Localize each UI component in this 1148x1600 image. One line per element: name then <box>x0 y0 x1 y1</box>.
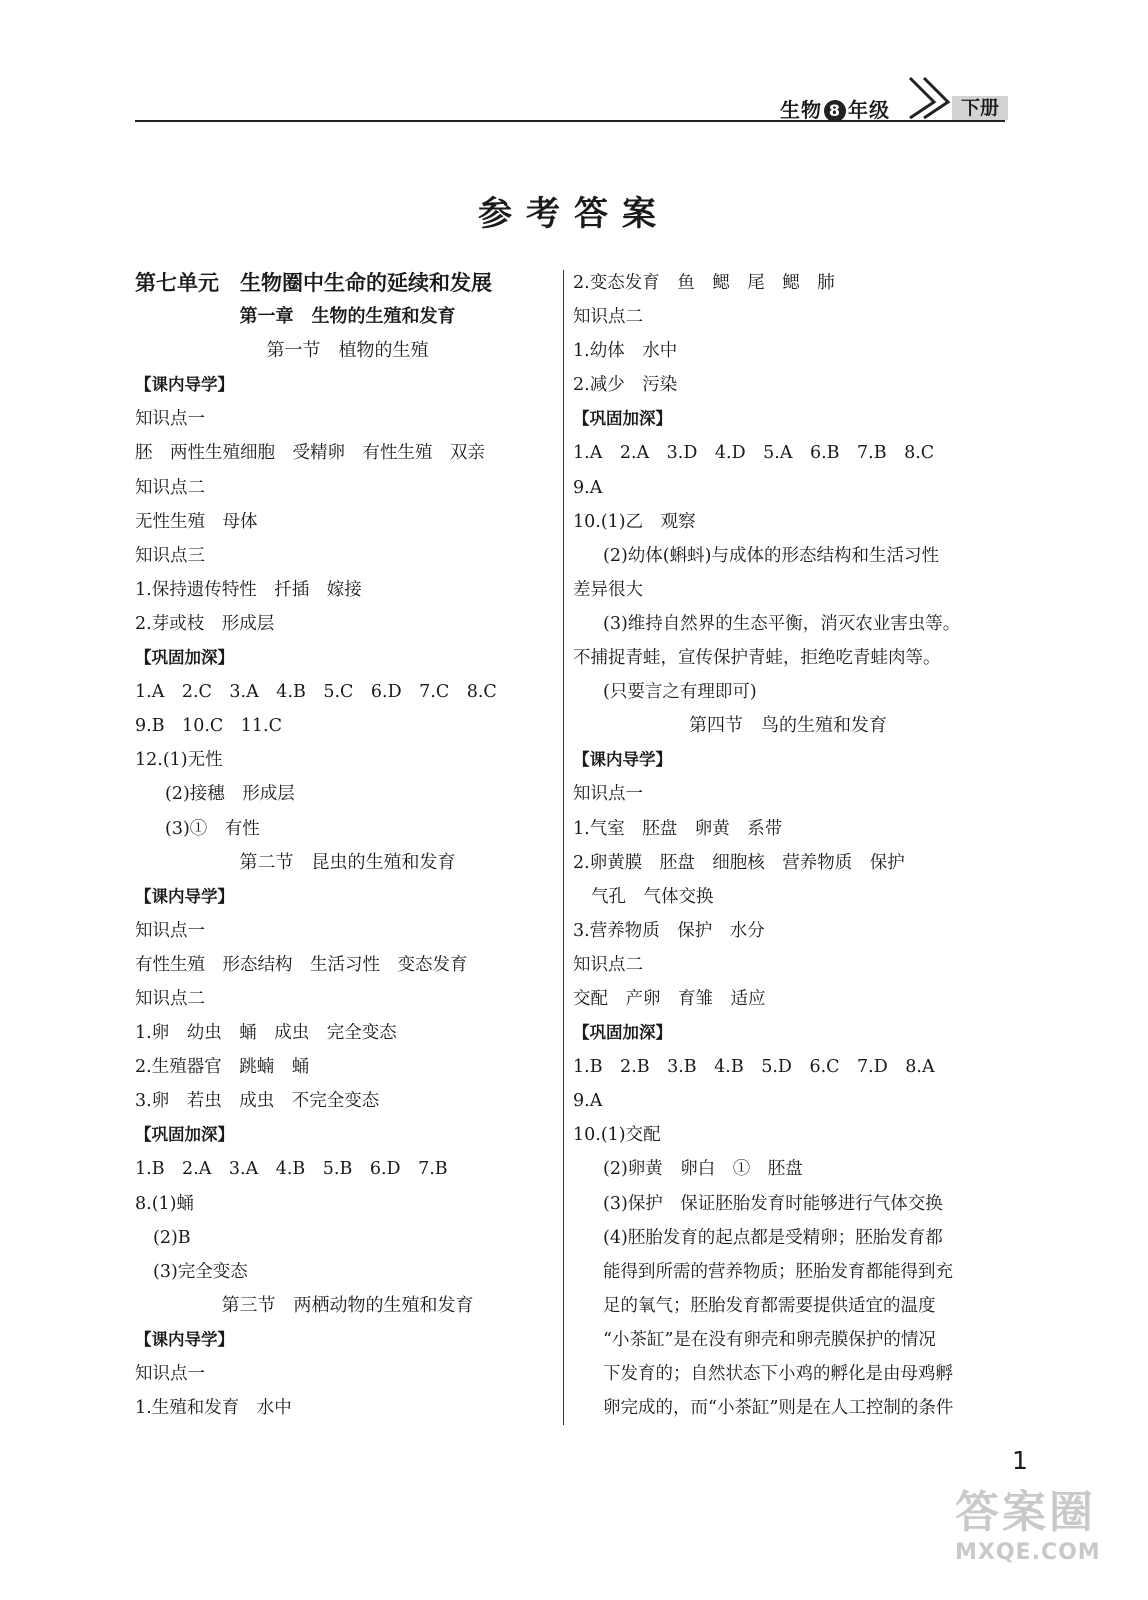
answer-line: (2)幼体(蝌蚪)与成体的形态结构和生活习性 <box>603 545 939 566</box>
answer-line: 知识点一 <box>135 920 205 941</box>
answer-line: 下发育的；自然状态下小鸡的孵化是由母鸡孵 <box>603 1364 953 1384</box>
right-column <box>573 266 1003 1425</box>
answer-line: 12.(1)无性 <box>135 750 223 771</box>
answer-line: 1.卵 幼虫 蛹 成虫 完全变态 <box>135 1023 397 1044</box>
answer-line: 知识点一 <box>135 409 205 430</box>
answer-line: 知识点二 <box>573 307 643 328</box>
answer-line: 9.B 10.C 11.C <box>135 716 282 737</box>
answer-line: 2.芽或枝 形成层 <box>135 613 275 634</box>
answer-line: 无性生殖 母体 <box>135 511 258 532</box>
block-tag: 【巩固加深】 <box>135 1125 234 1145</box>
block-tag: 【课内导学】 <box>573 750 672 770</box>
answer-line: 2.卵黄膜 胚盘 细胞核 营养物质 保护 <box>573 852 905 873</box>
answer-line: (4)胚胎发育的起点都是受精卵；胚胎发育都 <box>603 1227 943 1248</box>
section-heading: 第二节 昆虫的生殖和发育 <box>239 851 456 873</box>
watermark <box>955 1488 1101 1568</box>
answer-line: 1.B 2.A 3.A 4.B 5.B 6.D 7.B <box>135 1159 448 1180</box>
section-heading: 第四节 鸟的生殖和发育 <box>689 715 887 737</box>
page-title: 参考答案 <box>478 194 670 234</box>
section-heading: 第三节 两栖动物的生殖和发育 <box>221 1294 474 1316</box>
answer-line: (2)B <box>153 1227 191 1248</box>
answer-line: (3)完全变态 <box>153 1261 248 1282</box>
answer-line: 2.生殖器官 跳蝻 蛹 <box>135 1057 310 1078</box>
chapter-heading: 第一章 生物的生殖和发育 <box>239 306 456 328</box>
answer-line: 9.A <box>573 477 603 498</box>
block-tag: 【巩固加深】 <box>573 1023 672 1043</box>
answer-line: 有性生殖 形态结构 生活习性 变态发育 <box>135 954 468 975</box>
answer-line: 不捕捉青蛙，宣传保护青蛙，拒绝吃青蛙肉等。 <box>573 648 941 669</box>
answer-line: 1.A 2.C 3.A 4.B 5.C 6.D 7.C 8.C <box>135 682 497 703</box>
answer-line: 1.B 2.B 3.B 4.B 5.D 6.C 7.D 8.A <box>573 1057 935 1078</box>
block-tag: 【巩固加深】 <box>573 409 672 429</box>
answer-line: (3)① 有性 <box>165 818 260 839</box>
answer-line: 知识点三 <box>135 545 205 566</box>
answer-line: 知识点二 <box>573 954 643 975</box>
answer-line: 知识点一 <box>573 784 643 805</box>
answer-line: (只要言之有理即可) <box>603 682 757 703</box>
answer-line: (3)维持自然界的生态平衡，消灭农业害虫等。 <box>603 613 961 634</box>
left-column <box>135 266 560 1425</box>
grade-suffix: 年级 <box>848 98 890 122</box>
section-heading: 第一节 植物的生殖 <box>266 340 429 362</box>
answer-line: 能得到所需的营养物质；胚胎发育都能得到充 <box>603 1261 953 1282</box>
header-subject <box>780 94 890 123</box>
answer-line: 胚 两性生殖细胞 受精卵 有性生殖 双亲 <box>135 443 485 464</box>
answer-line: 3.营养物质 保护 水分 <box>573 920 765 941</box>
volume-tab: 下册 <box>952 96 1008 120</box>
grade-number-badge: 8 <box>824 100 846 122</box>
answer-line: (3)保护 保证胚胎发育时能够进行气体交换 <box>603 1193 943 1214</box>
column-divider <box>563 270 564 1425</box>
answer-line: 1.A 2.A 3.D 4.D 5.A 6.B 7.B 8.C <box>573 443 935 464</box>
block-tag: 【课内导学】 <box>135 1329 234 1349</box>
answer-line: 9.A <box>573 1091 603 1112</box>
answer-line: 知识点二 <box>135 477 205 498</box>
double-chevron-icon <box>906 76 956 120</box>
answer-line: 3.卵 若虫 成虫 不完全变态 <box>135 1091 380 1112</box>
answer-line: 交配 产卵 育雏 适应 <box>573 988 766 1009</box>
answer-line: “小茶缸”是在没有卵壳和卵壳膜保护的情况 <box>603 1329 936 1350</box>
block-tag: 【巩固加深】 <box>135 648 234 668</box>
answer-line: 2.变态发育 鱼 鳃 尾 鳃 肺 <box>573 273 835 293</box>
answer-line: 10.(1)交配 <box>573 1125 661 1146</box>
block-tag: 【课内导学】 <box>135 886 234 906</box>
answer-line: 1.生殖和发育 水中 <box>135 1398 292 1419</box>
answer-line: 卵完成的，而“小茶缸”则是在人工控制的条件 <box>603 1398 954 1419</box>
answer-line: (2)卵黄 卵白 ① 胚盘 <box>603 1159 803 1180</box>
page-number: 1 <box>1012 1446 1028 1475</box>
watermark-url: MXQE.COM <box>955 1540 1101 1565</box>
watermark-logo-text: 答案圈 <box>955 1487 1096 1538</box>
answer-line: 足的氧气；胚胎发育都需要提供适宜的温度 <box>603 1295 936 1316</box>
block-tag: 【课内导学】 <box>135 375 234 395</box>
answer-line: 知识点一 <box>135 1364 205 1384</box>
answer-line: 气孔 气体交换 <box>591 886 714 907</box>
answer-line: 2.减少 污染 <box>573 375 678 396</box>
unit-heading: 第七单元 生物圈中生命的延续和发展 <box>135 271 492 295</box>
answer-line: 1.幼体 水中 <box>573 341 678 362</box>
subject-label: 生物 <box>780 98 822 122</box>
answer-line: 8.(1)蛹 <box>135 1193 194 1214</box>
answer-line: 1.气室 胚盘 卵黄 系带 <box>573 818 783 839</box>
answer-line: 知识点二 <box>135 988 205 1009</box>
answer-line: (2)接穗 形成层 <box>165 784 295 805</box>
answer-line: 10.(1)乙 观察 <box>573 511 696 532</box>
answer-line: 差异很大 <box>573 579 643 600</box>
answer-line: 1.保持遗传特性 扦插 嫁接 <box>135 579 362 600</box>
